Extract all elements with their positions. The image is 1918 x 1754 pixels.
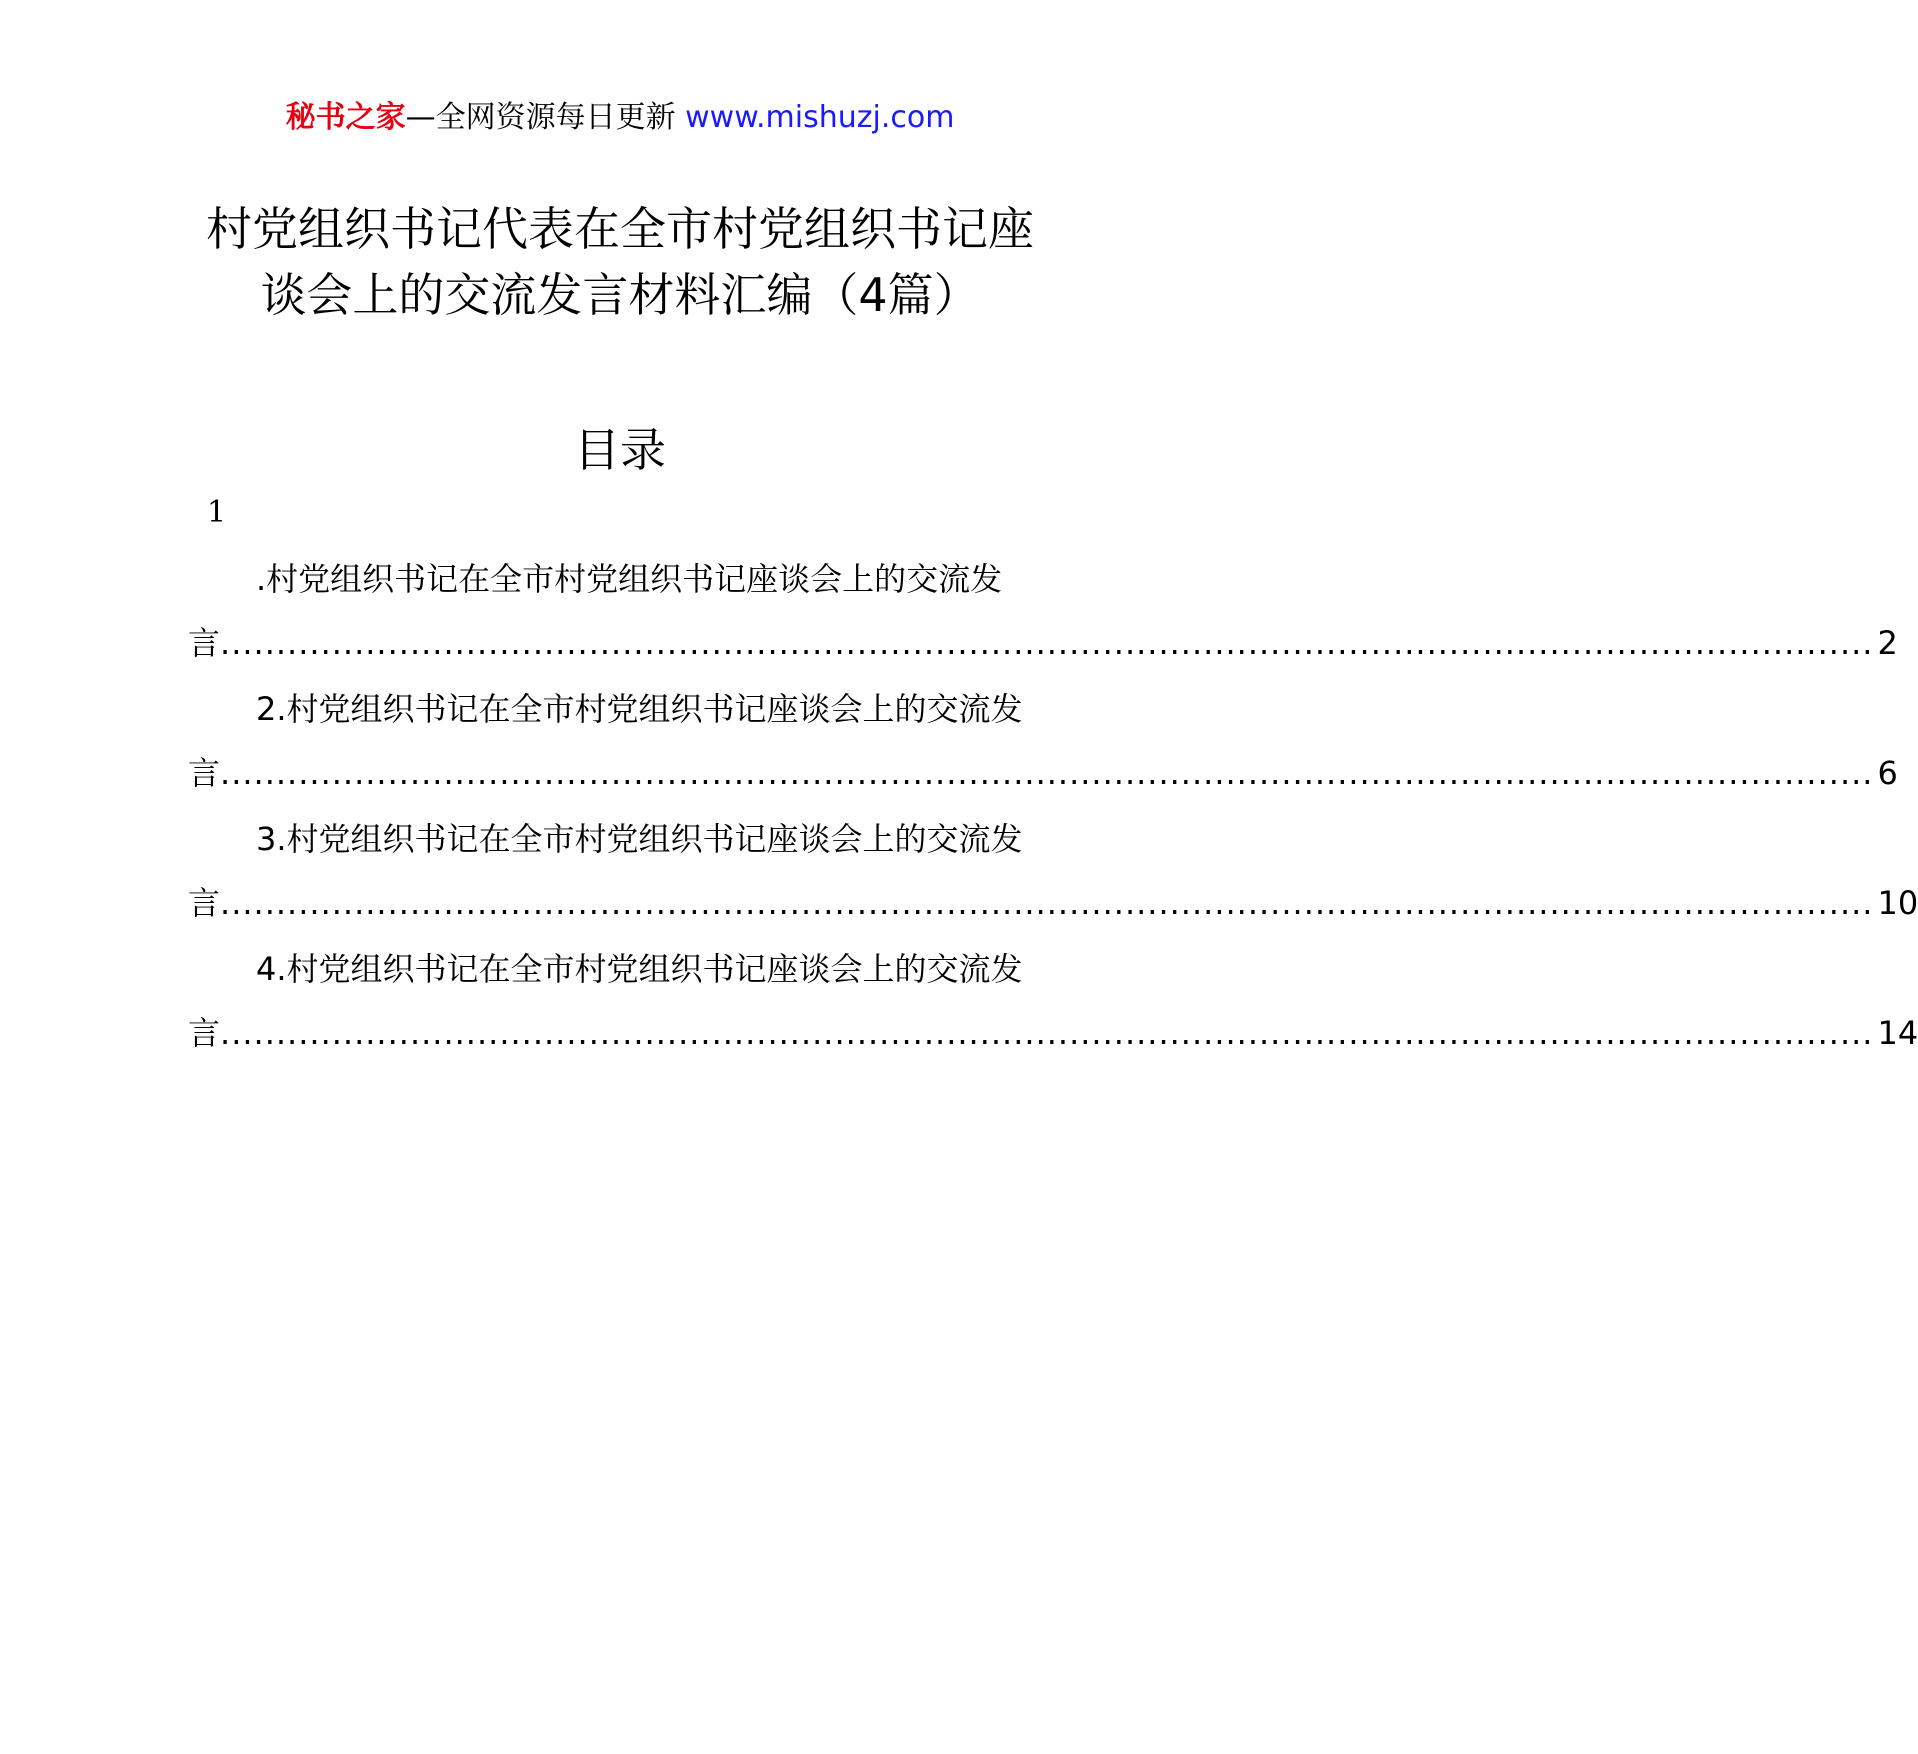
toc-entry-title: 4.村党组织书记在全市村党组织书记座谈会上的交流发 bbox=[256, 950, 1023, 988]
site-url-link[interactable]: www.mishuzj.com bbox=[685, 100, 955, 135]
toc-stray-number: 1 bbox=[207, 495, 227, 530]
toc-entry-leader-line bbox=[188, 749, 1898, 815]
toc-heading: 目录 bbox=[574, 423, 666, 477]
toc-entry-title: .村党组织书记在全市村党组织书记座谈会上的交流发 bbox=[256, 560, 1003, 598]
toc-page-number: 6 bbox=[1877, 754, 1898, 792]
toc-entry[interactable] bbox=[188, 685, 1898, 815]
toc-entry-title-end: 言 bbox=[188, 624, 221, 662]
header-separator: — bbox=[405, 100, 436, 135]
toc-dot-leader: .................................................................................................................................................... bbox=[220, 624, 1874, 662]
toc-entry-leader-line bbox=[188, 1009, 1918, 1075]
table-of-contents bbox=[188, 555, 1918, 1075]
toc-entry-title-end: 言 bbox=[188, 754, 221, 792]
toc-entry[interactable] bbox=[188, 555, 1898, 685]
header-tagline: 全网资源每日更新 bbox=[435, 100, 676, 135]
toc-page-number: 2 bbox=[1877, 624, 1898, 662]
toc-dot-leader: .................................................................................................................................................... bbox=[220, 1014, 1874, 1052]
toc-entry-title-end: 言 bbox=[188, 1014, 221, 1052]
site-brand: 秘书之家 bbox=[285, 100, 406, 135]
toc-dot-leader: .................................................................................................................................................... bbox=[220, 884, 1874, 922]
toc-entry[interactable] bbox=[188, 945, 1918, 1075]
document-title-line-2: 谈会上的交流发言材料汇编（4篇） bbox=[260, 268, 980, 322]
document-title bbox=[0, 196, 1240, 328]
toc-entry-leader-line bbox=[188, 619, 1898, 685]
toc-entry-title: 2.村党组织书记在全市村党组织书记座谈会上的交流发 bbox=[256, 690, 1023, 728]
toc-entry-title: 3.村党组织书记在全市村党组织书记座谈会上的交流发 bbox=[256, 820, 1023, 858]
site-header bbox=[0, 98, 1240, 138]
toc-dot-leader: .................................................................................................................................................... bbox=[220, 754, 1874, 792]
toc-page-number: 14 bbox=[1877, 1014, 1918, 1052]
document-title-line-1: 村党组织书记代表在全市村党组织书记座 bbox=[206, 202, 1034, 256]
toc-entry-leader-line bbox=[188, 879, 1918, 945]
toc-entry-title-end: 言 bbox=[188, 884, 221, 922]
toc-entry[interactable] bbox=[188, 815, 1918, 945]
toc-page-number: 10 bbox=[1877, 884, 1918, 922]
